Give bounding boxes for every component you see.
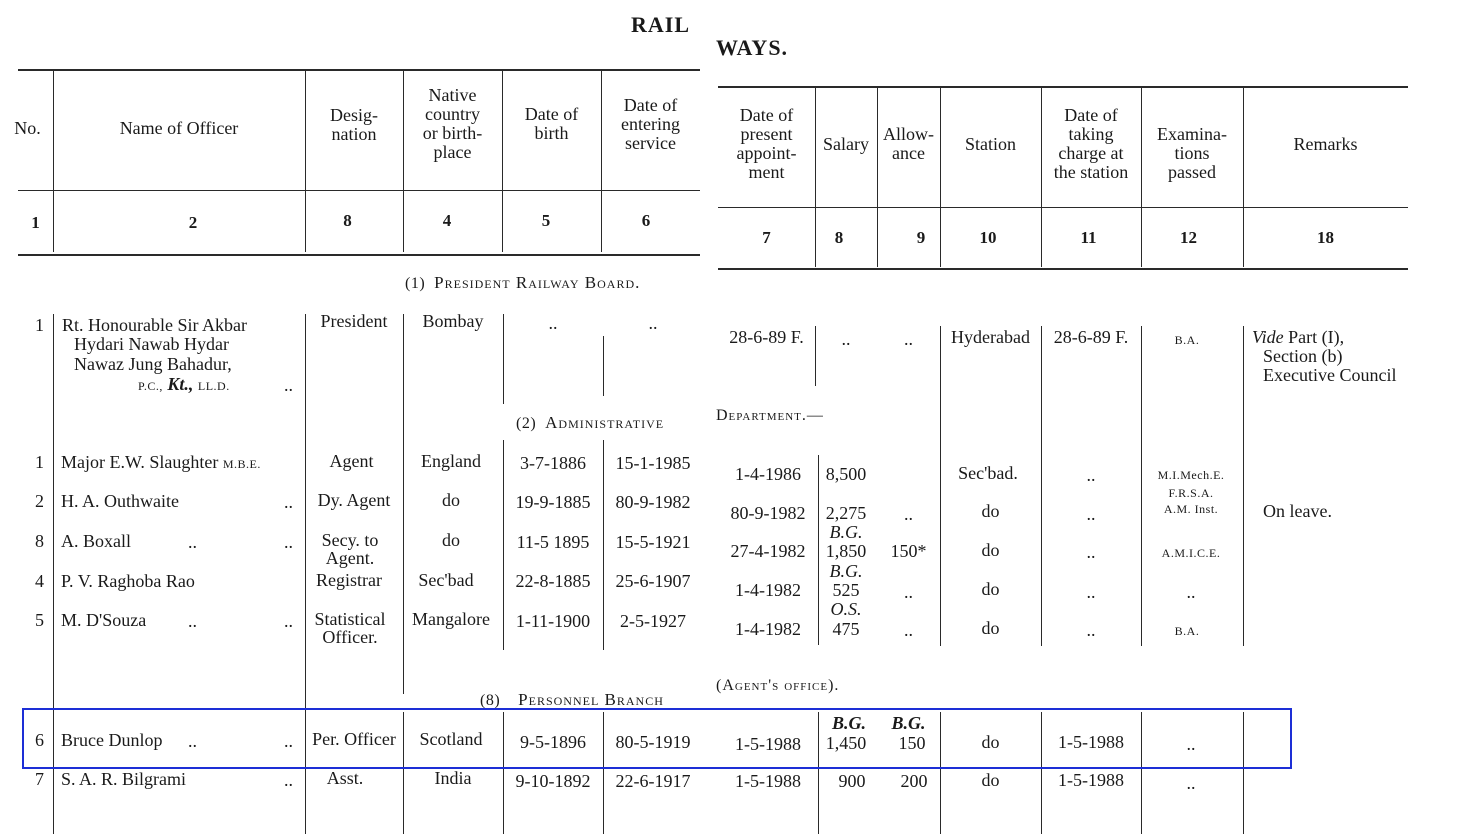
col-charge-header: Date of taking charge at the station [1053,105,1129,182]
exams: .. [1186,773,1196,793]
salary: 8,500 [825,464,867,484]
officer-name: H. A. Outhwaite [61,491,179,511]
officer-name: Hydari Nawab Hydar [74,334,229,354]
section-1-heading: (1) President Railway Board. [405,273,641,292]
salary: .. [841,329,851,349]
col-number: 9 [916,228,926,247]
section-2-heading-left: (2) Administrative [516,413,665,432]
col-entering-header: Date of entering service [621,95,680,153]
remarks: Section (b) [1263,346,1343,366]
officer-name: A. Boxall [61,531,131,551]
dob: 22-8-1885 [515,571,591,591]
entering: .. [648,313,658,333]
station: do [981,540,1000,560]
designation: Statistical Officer. [314,609,386,647]
col-number: 5 [541,211,551,230]
exams: F.R.S.A. A.M. Inst. [1163,486,1219,516]
salary-grade: O.S. [830,599,862,619]
station: do [981,501,1000,521]
col-number: 7 [762,228,771,247]
exams: .. [1186,734,1196,754]
station: do [981,618,1000,638]
officer-name: M. D'Souza [61,610,147,630]
section-3-heading-right: (Agent's office). [716,677,840,694]
filler-dots: .. [284,611,293,631]
filler-dots: .. [188,532,197,552]
salary: 2,275 [825,503,867,523]
col-number: 8 [343,211,352,230]
station: do [981,579,1000,599]
salary: 1,850 [825,541,867,561]
col-exams-header: Examina- tions passed [1157,124,1227,182]
present-appt: 1-4-1982 [735,580,801,600]
officer-name: Nawaz Jung Bahadur, [74,354,232,374]
station: do [981,770,1000,790]
filler-dots: .. [188,731,197,751]
col-name-header: Name of Officer [119,118,239,138]
officer-name: Major E.W. Slaughter M.B.E. [61,452,261,472]
row-number: 7 [35,769,44,789]
officer-honours: P.C., Kt., LL.D. [138,374,230,394]
dob: 3-7-1886 [520,453,586,473]
dob: .. [548,313,558,333]
present-appt: 1-4-1982 [735,619,801,639]
allowance: .. [904,329,913,349]
station: do [981,732,1000,752]
row-number: 1 [35,452,44,472]
filler-dots: .. [284,731,293,751]
present-appt: 1-5-1988 [735,734,801,754]
native: Scotland [419,729,483,749]
charge: 28-6-89 F. [1053,327,1129,347]
designation: Dy. Agent [317,490,391,510]
salary-grade: B.G. [829,561,863,581]
col-number: 8 [834,228,844,247]
section-3-heading-left: (8) Personnel Branch [480,690,664,709]
charge: .. [1086,620,1096,640]
present-appt: 28-6-89 F. [729,327,804,347]
col-allowance-header: Allow- ance [883,124,934,163]
designation: President [320,311,388,331]
station: Sec'bad. [958,463,1018,483]
officer-name: P. V. Raghoba Rao [61,571,195,591]
allowance: 150 [898,733,926,753]
charge: 1-5-1988 [1058,770,1124,790]
allowance: 150* [890,541,927,561]
row-number: 1 [35,315,44,335]
present-appt: 1-5-1988 [735,771,801,791]
native: Sec'bad [418,570,474,590]
entering: 80-5-1919 [615,732,691,752]
salary-grade: B.G. [831,713,866,733]
salary-grade: B.G. [829,522,863,542]
designation: Agent [329,451,374,471]
entering: 22-6-1917 [615,771,691,791]
col-station-header: Station [964,134,1016,154]
salary: 900 [838,771,866,791]
charge: 1-5-1988 [1058,732,1124,752]
col-designation-header: Desig- nation [330,105,378,144]
officer-name: S. A. R. Bilgrami [61,769,187,789]
col-number: 18 [1317,228,1334,247]
section-2-heading-right: Department.— [716,407,824,424]
dob: 19-9-1885 [515,492,591,512]
native: do [442,490,460,510]
salary: 475 [832,619,860,639]
exams: B.A. [1174,624,1200,638]
filler-dots: .. [284,532,293,552]
row-number: 2 [35,491,44,511]
filler-dots: .. [188,611,197,631]
present-appt: 80-9-1982 [730,503,806,523]
dob: 1-11-1900 [515,611,591,631]
charge: .. [1086,542,1096,562]
col-dob-header: Date of birth [524,104,579,143]
charge: .. [1086,465,1096,485]
salary: 1,450 [825,733,867,753]
officer-name: Rt. Honourable Sir Akbar [62,315,247,335]
dob: 9-10-1892 [515,771,591,791]
officer-name: Bruce Dunlop [61,730,163,750]
remarks: Executive Council [1263,365,1397,385]
designation: Per. Officer [312,729,396,749]
col-number: 11 [1080,228,1097,247]
col-salary-header: Salary [823,134,869,154]
col-number: 10 [979,228,997,247]
allowance: .. [904,582,913,602]
col-number: 6 [641,211,651,230]
col-number: 1 [31,213,40,232]
entering: 25-6-1907 [615,571,691,591]
exams: B.A. [1174,333,1200,347]
filler-dots: .. [284,375,293,395]
designation: Registrar [316,570,382,590]
entering: 15-1-1985 [615,453,691,473]
col-number: 2 [188,213,198,232]
row-number: 8 [35,531,44,551]
station: Hyderabad [951,327,1030,347]
remarks: Vide Part (I), [1252,327,1345,347]
native: Bombay [422,311,484,331]
entering: 2-5-1927 [620,611,686,631]
dob: 11-5 1895 [516,532,590,552]
col-number: 4 [442,211,452,230]
allowance: 200 [900,771,928,791]
present-appt: 27-4-1982 [730,541,806,561]
row-number: 6 [35,730,44,750]
filler-dots: .. [284,770,293,790]
exams: M.I.Mech.E. [1157,468,1225,482]
row-number: 4 [35,571,44,591]
col-present-appt-header: Date of present appoint- ment [736,105,797,182]
col-remarks-header: Remarks [1293,134,1358,154]
row-number: 5 [35,610,44,630]
entering: 80-9-1982 [615,492,691,512]
dob: 9-5-1896 [520,732,586,752]
allowance-grade: B.G. [891,713,926,733]
entering: 15-5-1921 [615,532,691,552]
col-number: 12 [1180,228,1197,247]
charge: .. [1086,582,1096,602]
remarks: On leave. [1263,501,1332,521]
designation: Secy. to Agent. [321,530,379,568]
charge: .. [1086,504,1096,524]
native: Mangalore [412,609,490,629]
col-no-header: No. [14,118,41,138]
designation: Asst. [326,768,364,788]
native: England [421,451,481,471]
native: India [434,768,472,788]
allowance: .. [904,620,913,640]
title-rail: RAIL [631,12,691,37]
exams: .. [1186,582,1196,602]
native: do [442,530,460,550]
col-native-header: Native country or birth- place [422,85,483,162]
exams: A.M.I.C.E. [1161,546,1221,560]
salary: 525 [832,580,860,600]
present-appt: 1-4-1986 [735,464,801,484]
title-ways: WAYS. [716,35,789,60]
allowance: .. [904,504,913,524]
filler-dots: .. [284,492,293,512]
